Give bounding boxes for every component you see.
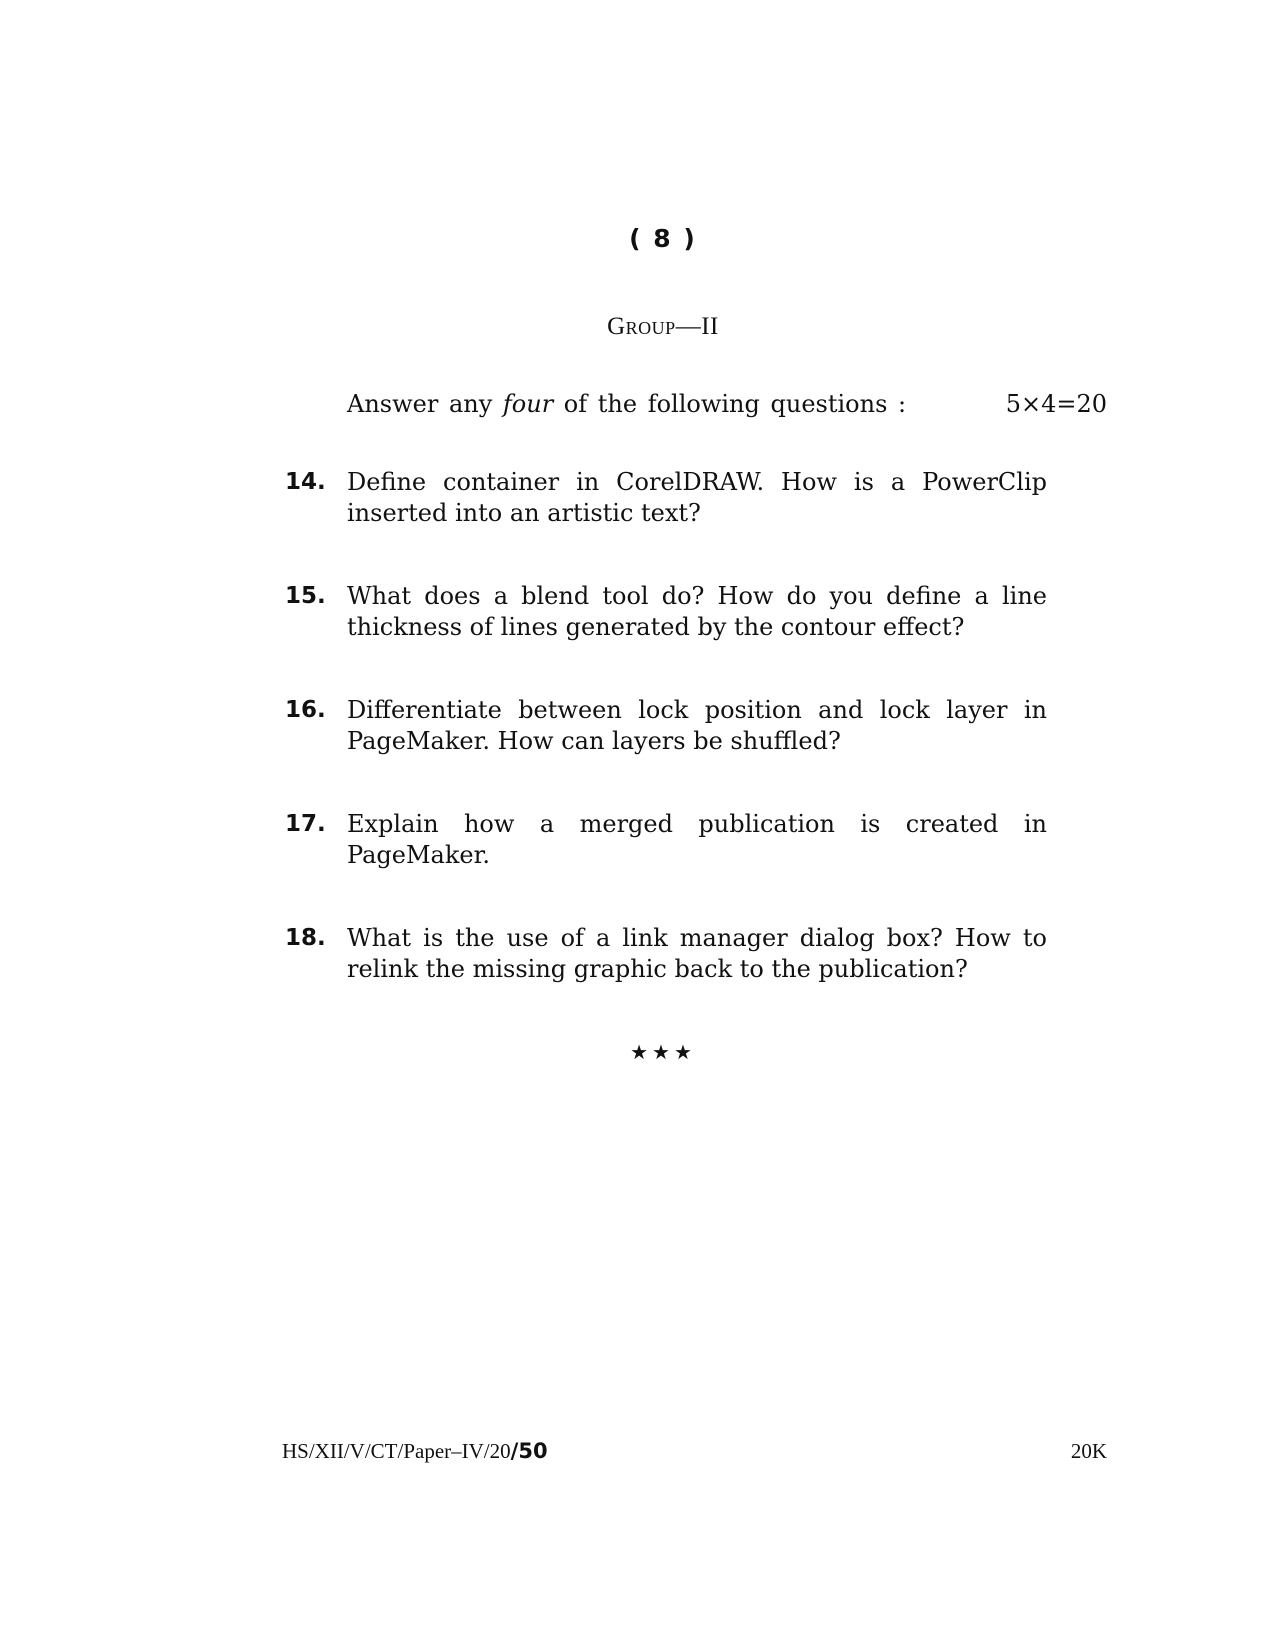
marks-allocation: 5×4=20 — [1005, 390, 1107, 418]
end-of-paper-stars: ★★★ — [630, 1040, 696, 1064]
instruction-suffix: of the following questions : — [553, 390, 907, 418]
question-text: Define container in CorelDRAW. How is a PowerClip inserted into an artistic text? — [347, 468, 1047, 527]
question-number: 16. — [285, 697, 326, 723]
print-quantity: 20K — [1070, 1439, 1107, 1463]
instruction-line — [347, 388, 1107, 420]
question-text: Explain how a merged publication is created in PageMaker. — [347, 810, 1047, 869]
question-text: What is the use of a link manager dialog box? How to relink the missing graphic back to the publication? — [347, 924, 1047, 983]
paper-code-suffix: /50 — [510, 1439, 548, 1463]
question-number: 14. — [285, 469, 326, 495]
question-number: 15. — [285, 583, 326, 609]
question-text: Differentiate between lock position and lock layer in PageMaker. How can layers be shuffled? — [347, 696, 1047, 755]
group-heading: Group—II — [607, 313, 719, 340]
instruction-prefix: Answer any — [347, 390, 503, 418]
paper-code — [282, 1439, 548, 1464]
question-number: 18. — [285, 925, 326, 951]
question-number: 17. — [285, 811, 326, 837]
page-number: ( 8 ) — [629, 224, 697, 253]
instruction-emphasis: four — [502, 390, 554, 418]
question-text: What does a blend tool do? How do you define a line thickness of lines generated by the contour effect? — [347, 582, 1047, 641]
paper-code-prefix: HS/XII/V/CT/Paper–IV/20 — [282, 1439, 511, 1463]
instruction-text — [347, 390, 906, 418]
